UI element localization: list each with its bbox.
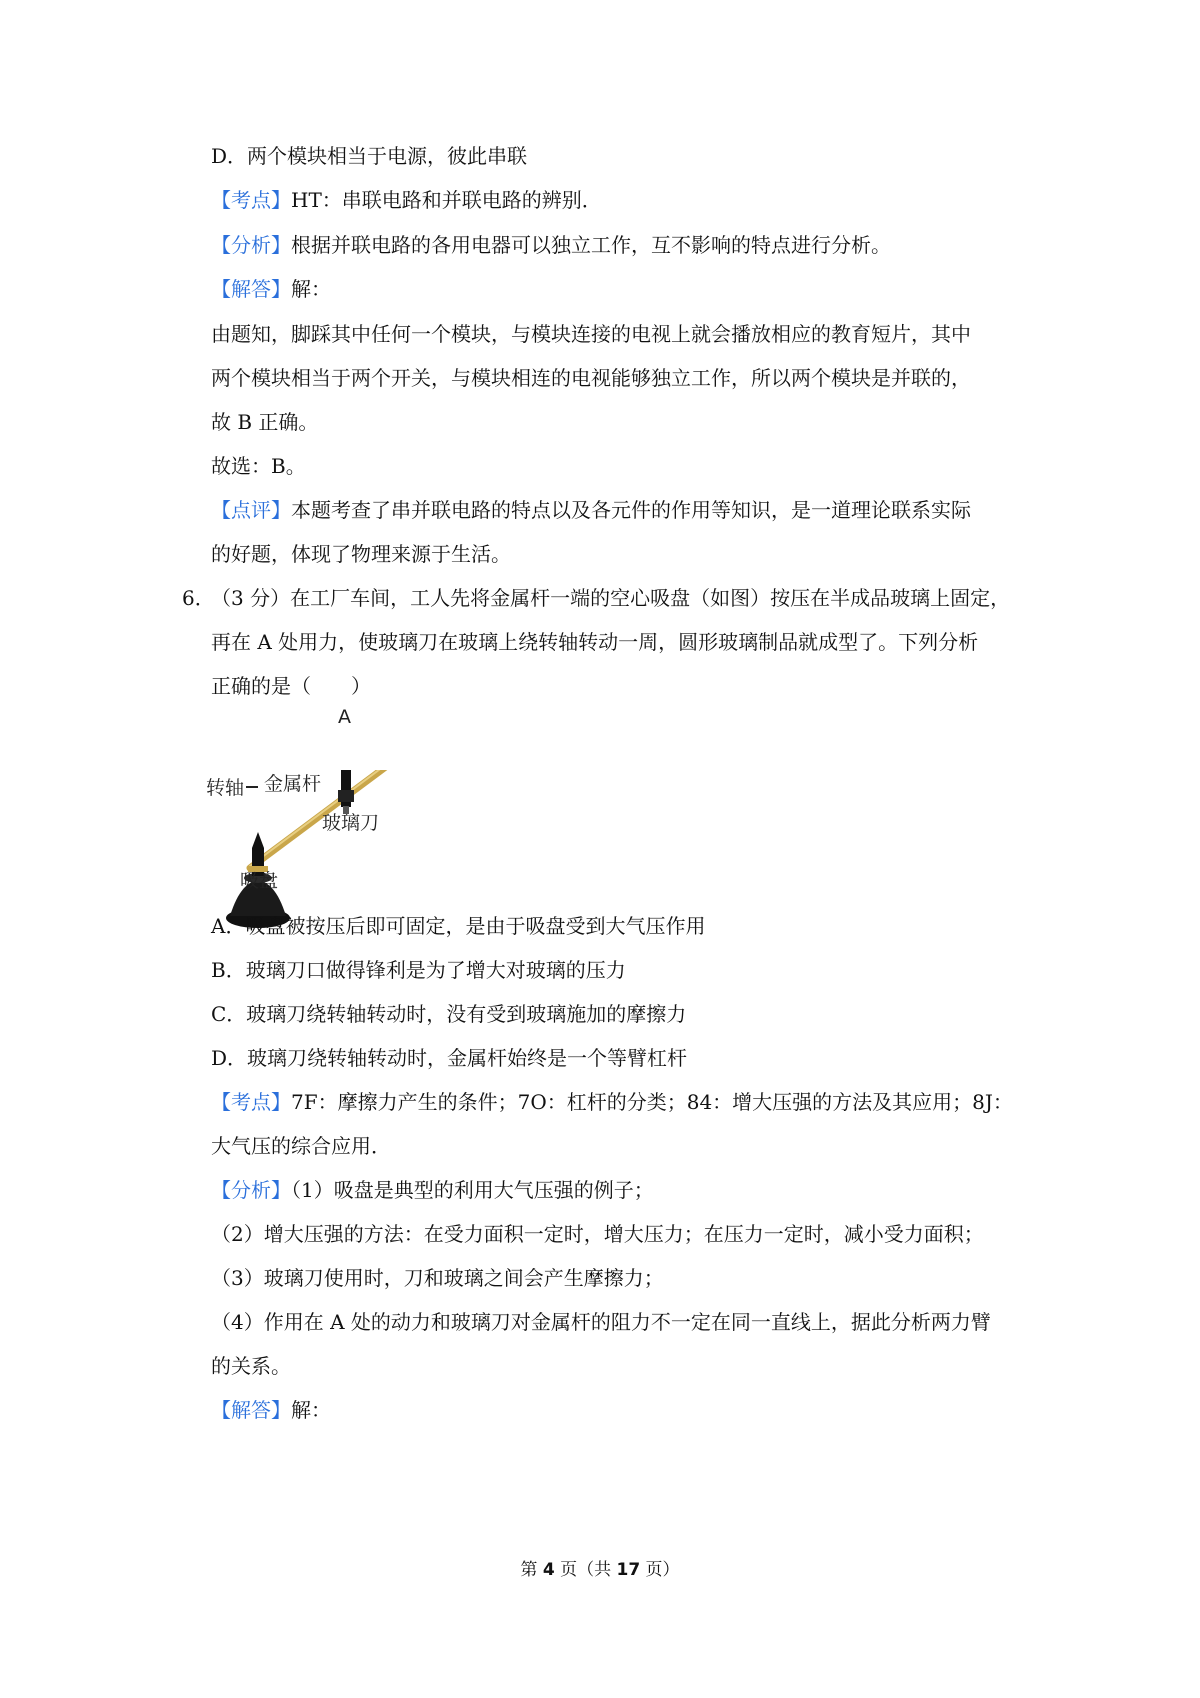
footer-prefix: 第 xyxy=(520,1560,543,1580)
jieda-text: 解： xyxy=(291,277,331,301)
page-footer xyxy=(0,1558,1200,1582)
solution-line: 由题知，脚踩其中任何一个模块，与模块连接的电视上就会播放相应的教育短片，其中 xyxy=(211,322,971,346)
dianping-text: 本题考查了串并联电路的特点以及各元件的作用等知识，是一道理论联系实际 xyxy=(291,498,971,522)
kaodian-continuation: 大气压的综合应用． xyxy=(211,1134,391,1158)
solution-line: 两个模块相当于两个开关，与模块相连的电视能够独立工作，所以两个模块是并联的， xyxy=(211,366,971,390)
jieda-tag: 【解答】 xyxy=(211,1398,291,1422)
question-stem-line: 再在 A 处用力，使玻璃刀在玻璃上绕转轴转动一周，圆形玻璃制品就成型了。下列分析 xyxy=(211,630,979,654)
fenxi-tag: 【分析】 xyxy=(211,1178,291,1202)
option-d: D．玻璃刀绕转轴转动时，金属杆始终是一个等臂杠杆 xyxy=(211,1046,688,1070)
kaodian-tag: 【考点】 xyxy=(211,188,291,212)
option-c: C．玻璃刀绕转轴转动时，没有受到玻璃施加的摩擦力 xyxy=(211,1002,687,1026)
label-knife: 玻璃刀 xyxy=(322,812,380,834)
kaodian-tag: 【考点】 xyxy=(211,1090,291,1114)
kaodian-line-prev xyxy=(211,186,602,214)
fenxi-line-prev xyxy=(211,231,891,259)
fenxi-point: （3）玻璃刀使用时，刀和玻璃之间会产生摩擦力； xyxy=(211,1266,664,1290)
kaodian-text: 7F：摩擦力产生的条件；7O：杠杆的分类；84：增大压强的方法及其应用；8J： xyxy=(291,1090,1013,1114)
fenxi-tag: 【分析】 xyxy=(211,233,291,257)
kaodian-text: HT：串联电路和并联电路的辨别． xyxy=(291,188,602,212)
jieda-tag: 【解答】 xyxy=(211,277,291,301)
jieda-line-prev xyxy=(211,275,331,303)
label-axis-leader xyxy=(246,786,258,788)
fenxi-text: 根据并联电路的各用电器可以独立工作，互不影响的特点进行分析。 xyxy=(291,233,891,257)
jieda-text: 解： xyxy=(291,1398,331,1422)
jieda-line xyxy=(211,1396,331,1424)
label-axis: 转轴 xyxy=(206,777,245,799)
footer-suffix: 页） xyxy=(640,1560,680,1580)
glass-cutter-figure xyxy=(206,706,460,970)
fenxi-line xyxy=(211,1176,654,1204)
dianping-tag: 【点评】 xyxy=(211,498,291,522)
dianping-line-prev xyxy=(211,496,971,524)
kaodian-line xyxy=(211,1088,1013,1116)
question-stem-line: 正确的是（ ） xyxy=(211,674,371,698)
option-b: B．玻璃刀口做得锋利是为了增大对玻璃的压力 xyxy=(211,958,626,982)
footer-page-number: 4 xyxy=(542,1560,555,1580)
fenxi-continuation: 的关系。 xyxy=(211,1354,291,1378)
fenxi-text: （1）吸盘是典型的利用大气压强的例子； xyxy=(291,1178,654,1202)
option-d-prev: D．两个模块相当于电源，彼此串联 xyxy=(211,144,528,168)
question-stem-line: （3 分）在工厂车间，工人先将金属杆一端的空心吸盘（如图）按压在半成品玻璃上固定， xyxy=(211,586,1011,610)
option-a: A．吸盘被按压后即可固定，是由于吸盘受到大气压作用 xyxy=(211,914,706,938)
fenxi-point: （2）增大压强的方法：在受力面积一定时，增大压力；在压力一定时，减小受力面积； xyxy=(211,1222,984,1246)
footer-total-pages: 17 xyxy=(616,1560,641,1580)
answer-line: 故选：B。 xyxy=(211,454,306,478)
dianping-continuation: 的好题，体现了物理来源于生活。 xyxy=(211,542,511,566)
fenxi-point: （4）作用在 A 处的动力和玻璃刀对金属杆的阻力不一定在同一直线上，据此分析两力臂 xyxy=(211,1310,991,1334)
footer-middle: 页（共 xyxy=(554,1560,617,1580)
question-number: 6． xyxy=(182,586,215,610)
label-rod: 金属杆 xyxy=(264,773,322,795)
label-cup: 吸盘 xyxy=(240,870,279,892)
label-a: A xyxy=(338,706,351,728)
solution-line: 故 B 正确。 xyxy=(211,410,319,434)
